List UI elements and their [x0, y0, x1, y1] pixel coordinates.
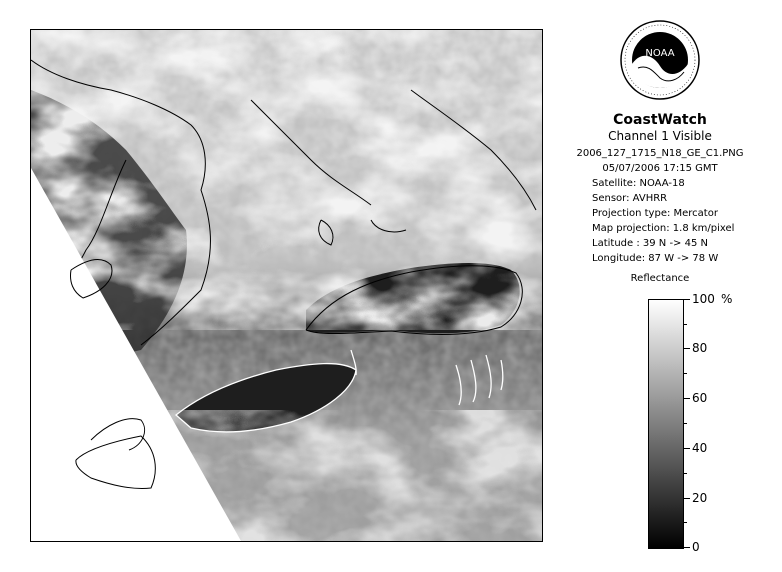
colorbar-tick-label: 100 [692, 292, 715, 306]
satellite-text: Satellite: NOAA-18 [592, 178, 685, 189]
satellite-map [30, 29, 543, 542]
app-title: CoastWatch [613, 112, 707, 128]
colorbar-minor-tick [684, 324, 687, 325]
colorbar-minor-tick [684, 373, 687, 374]
colorbar-tick-label: 0 [692, 540, 700, 554]
noaa-logo-icon [620, 20, 700, 100]
colorbar-title: Reflectance [630, 273, 690, 284]
logo-text: NOAA [645, 48, 675, 59]
colorbar-tick [684, 547, 690, 548]
projection-type-text: Projection type: Mercator [592, 208, 718, 219]
colorbar-tick-label: 40 [692, 441, 708, 455]
map-projection-text: Map projection: 1.8 km/pixel [592, 223, 735, 234]
colorbar-minor-tick [684, 473, 687, 474]
colorbar-minor-tick [684, 522, 687, 523]
colorbar-tick [684, 299, 690, 300]
colorbar-unit: % [721, 292, 733, 306]
colorbar-minor-tick [684, 423, 687, 424]
colorbar-tick [684, 448, 690, 449]
longitude-text: Longitude: 87 W -> 78 W [592, 253, 719, 264]
datetime-text: 05/07/2006 17:15 GMT [602, 163, 718, 174]
colorbar-tick [684, 498, 690, 499]
colorbar-tick-label: 60 [692, 391, 708, 405]
colorbar-tick-label: 80 [692, 341, 708, 355]
latitude-text: Latitude : 39 N -> 45 N [592, 238, 708, 249]
colorbar-tick [684, 348, 690, 349]
channel-subtitle: Channel 1 Visible [608, 129, 712, 143]
satellite-image [31, 30, 542, 541]
sensor-text: Sensor: AVHRR [592, 193, 668, 204]
cloud-cover-north [31, 30, 542, 330]
reflectance-colorbar [648, 299, 684, 549]
colorbar-tick [684, 398, 690, 399]
colorbar-tick-label: 20 [692, 491, 708, 505]
filename-text: 2006_127_1715_N18_GE_C1.PNG [576, 148, 744, 159]
